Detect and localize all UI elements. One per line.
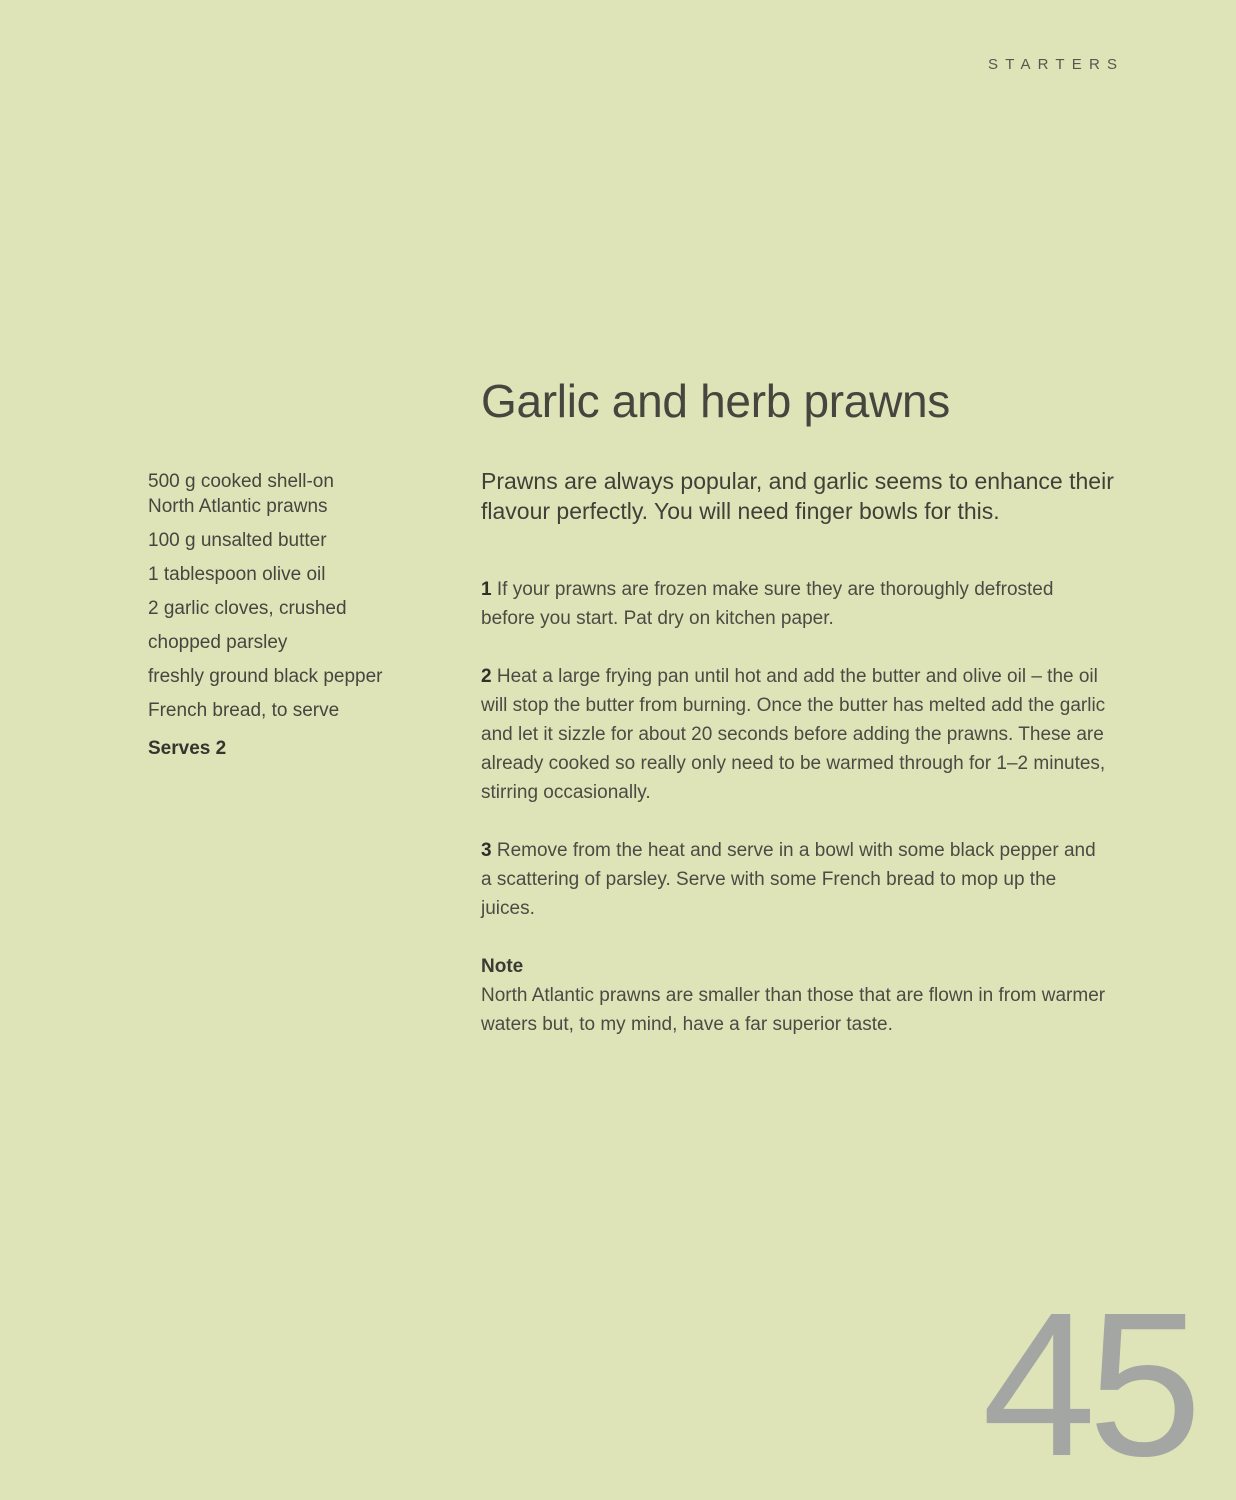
ingredient-item: 2 garlic cloves, crushed (148, 598, 347, 619)
page-number: 45 (982, 1270, 1195, 1499)
step-text: Remove from the heat and serve in a bowl with some black pepper and a scattering of parsley. Serve with some French bread to mop up the juices. (481, 840, 1096, 919)
ingredient-item: 500 g cooked shell-on North Atlantic prawns (148, 471, 334, 517)
ingredient-item: freshly ground black pepper (148, 666, 383, 687)
step-text: If your prawns are frozen make sure they are thoroughly defrosted before you start. Pat dry on kitchen paper. (481, 579, 1054, 629)
note-text: North Atlantic prawns are smaller than those that are flown in from warmer waters but, to my mind, have a far superior taste. (481, 985, 1106, 1035)
note-section (481, 952, 1111, 1039)
method-step (481, 662, 1111, 807)
ingredient-item: 1 tablespoon olive oil (148, 564, 326, 585)
method-step (481, 575, 1111, 633)
recipe-title: Garlic and herb prawns (481, 375, 950, 427)
serves-label: Serves 2 (148, 738, 227, 759)
step-number: 3 (481, 840, 492, 861)
step-number: 2 (481, 666, 492, 687)
note-heading: Note (481, 956, 524, 977)
ingredients-list (148, 469, 438, 732)
section-header: STARTERS (988, 56, 1125, 73)
ingredient-item: French bread, to serve (148, 700, 340, 721)
step-number: 1 (481, 579, 492, 600)
method-step (481, 836, 1111, 923)
ingredient-item: chopped parsley (148, 632, 288, 653)
recipe-intro: Prawns are always popular, and garlic seems to enhance their flavour perfectly. You will need finger bowls for this. (481, 468, 1114, 524)
step-text: Heat a large frying pan until hot and add the butter and olive oil – the oil will stop the butter from burning. Once the butter has melted add the garlic and let it sizzle for about 20 seconds before adding the prawns. These are already cooked so really only need to be warmed through for 1–2 minutes, stirring occasionally. (481, 666, 1106, 803)
ingredient-item: 100 g unsalted butter (148, 530, 327, 551)
method-section (481, 575, 1111, 1039)
